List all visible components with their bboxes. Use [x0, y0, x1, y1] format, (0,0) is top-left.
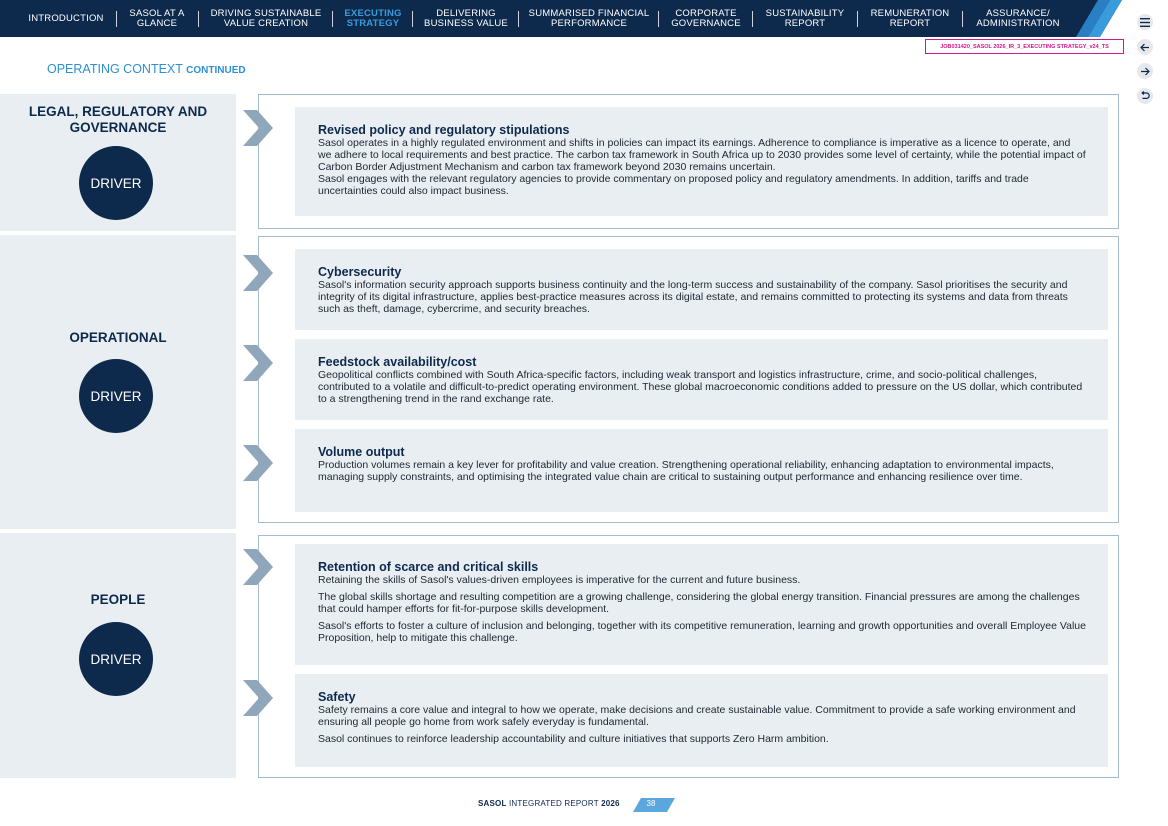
arrow-right-icon[interactable]	[1137, 63, 1153, 79]
risk-card	[295, 107, 1108, 216]
driver-badge: DRIVER	[79, 359, 153, 433]
nav-divider	[332, 11, 333, 27]
return-icon[interactable]	[1137, 88, 1153, 104]
nav-sustainability-report[interactable]: SUSTAINABILITY REPORT	[765, 7, 845, 29]
nav-divider	[658, 11, 659, 27]
risk-heading: Feedstock availability/cost	[318, 355, 477, 369]
risk-paragraph: Sasol's information security approach supports business continuity and the long-term success and sustainability of the company. Sasol prioritises the security and integrity of its digital infrastructure, applies best-practice measures across its digital estate, and remains committed to protecting its systems and data from threats such as theft, damage, cybercrime, and security breaches.	[318, 279, 1068, 315]
risk-card	[295, 249, 1108, 330]
chevron-right-icon	[243, 345, 273, 381]
risk-paragraph: Sasol engages with the relevant regulatory agencies to provide commentary on proposed policy and regulatory amendments. In addition, tariffs and trade uncertainties could also impact business.	[318, 173, 1029, 197]
nav-driving-sustainable-value-creation[interactable]: DRIVING SUSTAINABLE VALUE CREATION	[210, 7, 322, 29]
risk-card	[295, 339, 1108, 420]
page-title-main: OPERATING CONTEXT	[47, 62, 183, 76]
chevron-right-icon	[243, 680, 273, 716]
nav-executing-strategy[interactable]: EXECUTING STRATEGY	[344, 7, 402, 29]
risk-paragraph: Sasol's efforts to foster a culture of inclusion and belonging, together with its competitive remuneration, learning and growth opportunities and overall Employee Value Proposition, help to mitigate this challenge.	[318, 620, 1086, 644]
risk-heading: Safety	[318, 690, 356, 704]
nav-introduction[interactable]: INTRODUCTION	[28, 12, 104, 24]
footer-report: INTEGRATED REPORT	[509, 799, 599, 808]
risk-paragraph: Retaining the skills of Sasol's values-driven employees is imperative for the current and future business.	[318, 574, 801, 586]
nav-divider	[116, 11, 117, 27]
risk-paragraph: Sasol continues to reinforce leadership accountability and culture initiatives that supports Zero Harm ambition.	[318, 733, 829, 745]
page-title	[47, 62, 246, 76]
risk-card	[295, 674, 1108, 767]
footer-year: 2026	[601, 799, 620, 808]
risk-heading: Retention of scarce and critical skills	[318, 560, 539, 574]
nav-divider	[962, 11, 963, 27]
risk-paragraph: The global skills shortage and resulting competition are a growing challenge, considering the global energy transition. Financial pressures are among the challenges that could hamper efforts for fit-for-purpose skills development.	[318, 591, 1080, 615]
risk-card	[295, 544, 1108, 665]
nav-sasol-at-a-glance[interactable]: SASOL AT A GLANCE	[129, 7, 185, 29]
section-people-title: PEOPLE	[90, 592, 146, 607]
risk-heading: Revised policy and regulatory stipulations	[318, 123, 570, 137]
driver-badge: DRIVER	[79, 146, 153, 220]
risk-paragraph: Sasol operates in a highly regulated environment and shifts in policies can impact its earnings. Adherence to compliance is imperative as a licence to operate, and we adhere to local requirements and best practice. The carbon tax framework in South Africa up to 2030 provides some level of certainty, while the potential impact of Carbon Border Adjustment Mechanism and carbon tax framework beyond 2030 remains uncertain.	[318, 137, 1086, 173]
chevron-right-icon	[243, 549, 273, 585]
nav-divider	[412, 11, 413, 27]
nav-corporate-governance[interactable]: CORPORATE GOVERNANCE	[671, 7, 741, 29]
nav-delivering-business-value[interactable]: DELIVERING BUSINESS VALUE	[424, 7, 508, 29]
nav-stripe-graphic	[1074, 0, 1130, 37]
chevron-right-icon	[243, 255, 273, 291]
nav-summarised-financial-performance[interactable]: SUMMARISED FINANCIAL PERFORMANCE	[528, 7, 650, 29]
risk-paragraph: Safety remains a core value and integral to how we operate, make decisions and create sustainable value. Commitment to provide a safe working environment and ensuring all people go home from work safely everyday is fundamental.	[318, 704, 1076, 728]
footer-brand: SASOL	[478, 799, 507, 808]
risk-card	[295, 429, 1108, 512]
nav-assurance-administration[interactable]: ASSURANCE/ ADMINISTRATION	[976, 7, 1060, 29]
risk-paragraph: Production volumes remain a key lever for profitability and value creation. Strengthening operational reliability, enhancing adaptation to environmental impacts, managing supply constraints, and optimising the integrated value chain are critical to sustaining output performance and enhancing resilience over time.	[318, 459, 1054, 483]
job-reference-tag: JOB031420_SASOL 2026_IR_3_EXECUTING STRATEGY_v24_TS	[925, 39, 1124, 54]
risk-paragraph: Geopolitical conflicts combined with South Africa-specific factors, including weak transport and logistics infrastructure, crime, and socio-political challenges, contributed to a volatile and difficult-to-predict operating environment. These global macroeconomic conditions added to pressure on the US dollar, which contributed to a strengthening trend in the rand exchange rate.	[318, 369, 1083, 405]
nav-divider	[518, 11, 519, 27]
top-navigation	[0, 0, 1130, 37]
footer-report-title	[478, 799, 620, 808]
nav-divider	[857, 11, 858, 27]
risk-heading: Volume output	[318, 445, 405, 459]
footer	[0, 798, 1168, 812]
page-number: 38	[646, 799, 656, 808]
nav-divider	[752, 11, 753, 27]
section-legal-title: LEGAL, REGULATORY AND GOVERNANCE	[28, 104, 208, 135]
chevron-right-icon	[243, 110, 273, 146]
nav-remuneration-report[interactable]: REMUNERATION REPORT	[870, 7, 950, 29]
menu-icon[interactable]	[1137, 14, 1153, 30]
arrow-left-icon[interactable]	[1137, 39, 1153, 55]
nav-divider	[198, 11, 199, 27]
driver-badge: DRIVER	[79, 622, 153, 696]
page-number-badge	[633, 798, 675, 812]
page-title-suffix: CONTINUED	[186, 65, 246, 76]
chevron-right-icon	[243, 445, 273, 481]
section-operational-title: OPERATIONAL	[69, 330, 167, 345]
risk-heading: Cybersecurity	[318, 265, 402, 279]
